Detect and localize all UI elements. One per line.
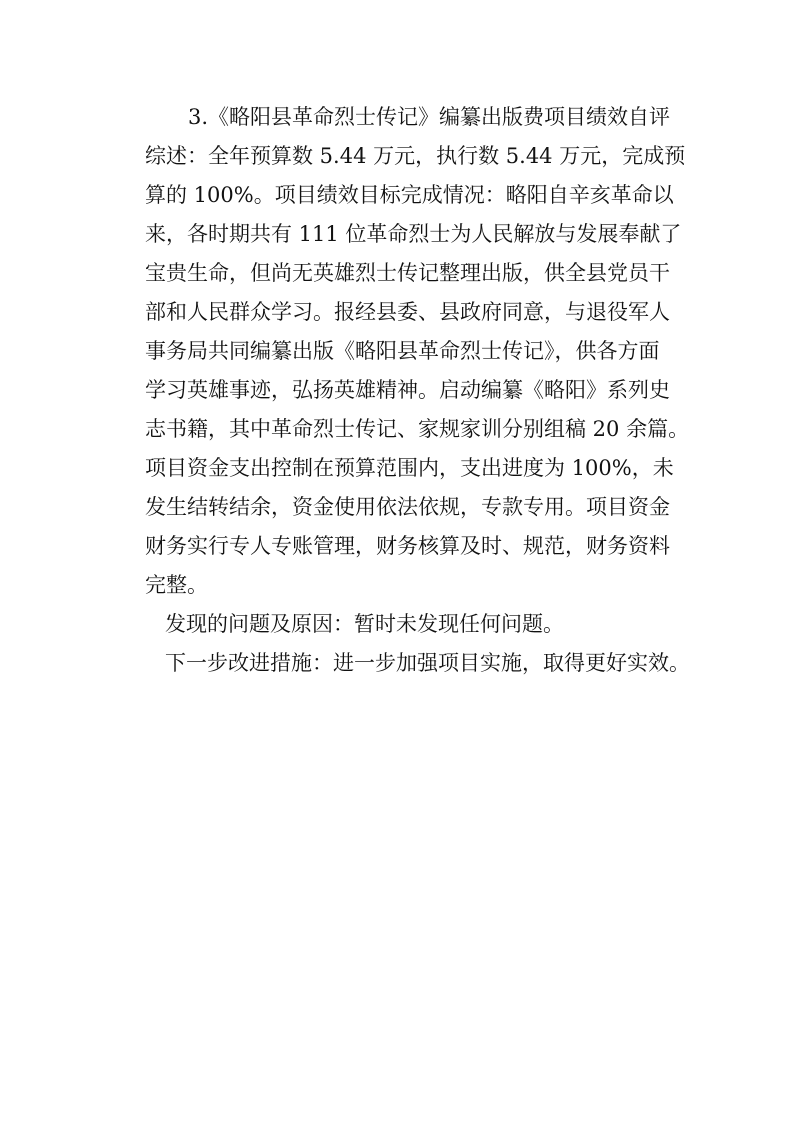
paragraph-line: 来，各时期共有 111 位革命烈士为人民解放与发展奉献了 bbox=[145, 222, 682, 246]
paragraph-line: 事务局共同编纂出版《略阳县革命烈士传记》，供各方面 bbox=[145, 339, 660, 363]
improvement-line: 下一步改进措施：进一步加强项目实施，取得更好实效。 bbox=[165, 651, 690, 675]
paragraph-line: 部和人民群众学习。报经县委、县政府同意，与退役军人 bbox=[145, 300, 670, 324]
paragraph-line: 志书籍，其中革命烈士传记、家规家训分别组稿 20 余篇。 bbox=[145, 417, 690, 441]
paragraph-line: 学习英雄事迹，弘扬英雄精神。启动编纂《略阳》系列史 bbox=[145, 378, 670, 402]
paragraph-line-heading: 3.《略阳县革命烈士传记》编纂出版费项目绩效自评 bbox=[188, 105, 671, 129]
paragraph-line: 完整。 bbox=[145, 573, 208, 597]
paragraph-line: 宝贵生命，但尚无英雄烈士传记整理出版，供全县党员干 bbox=[145, 261, 670, 285]
paragraph-line: 综述：全年预算数 5.44 万元，执行数 5.44 万元，完成预 bbox=[145, 144, 686, 168]
paragraph-line: 算的 100%。项目绩效目标完成情况：略阳自辛亥革命以 bbox=[145, 183, 674, 207]
paragraph-line: 发生结转结余，资金使用依法依规，专款专用。项目资金 bbox=[145, 495, 670, 519]
paragraph-line: 财务实行专人专账管理，财务核算及时、规范，财务资料 bbox=[145, 534, 670, 558]
paragraph-line: 项目资金支出控制在预算范围内，支出进度为 100%，未 bbox=[145, 456, 674, 480]
problems-line: 发现的问题及原因：暂时未发现任何问题。 bbox=[165, 612, 564, 636]
